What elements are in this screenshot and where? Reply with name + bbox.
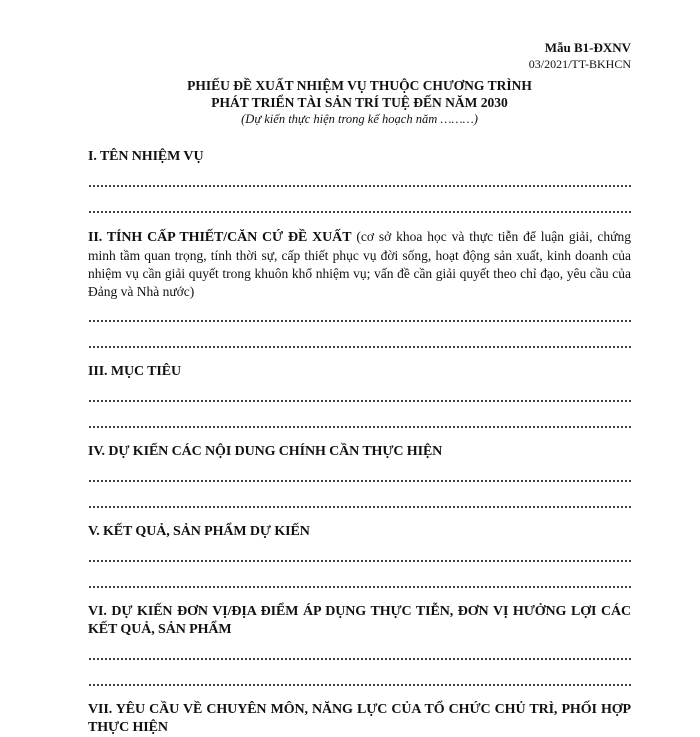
fill-line[interactable] [88,184,631,188]
section-title: VII. YÊU CẦU VỀ CHUYÊN MÔN, NĂNG LỰC CỦA TỔ CHỨC CHỦ TRÌ, PHỐI HỢP THỰC HIỆN [88,702,631,735]
section-paragraph [88,228,631,301]
section-description: (cơ sở khoa học và thực tiễn để luận giải, chứng minh tầm quan trọng, tính thời sự, cấp thiết phục vụ đời sống, hoạt động sản xuất, kinh doanh của nhiệm vụ cần giải quyết trong khuôn khổ nhiệm vụ; vấn đề cần giải quyết theo chỉ đạo, yêu cầu của Đảng và Nhà nước) [88,229,631,299]
fill-line[interactable] [88,683,631,687]
section-task-name [88,148,631,214]
document-subtitle: (Dự kiến thực hiện trong kế hoạch năm ………) [241,112,478,126]
section-title: IV. DỰ KIẾN CÁC NỘI DUNG CHÍNH CẦN THỰC HIỆN [88,444,443,459]
fill-line[interactable] [88,345,631,349]
document-title-line-2: PHÁT TRIỂN TÀI SẢN TRÍ TUỆ ĐẾN NĂM 2030 [211,95,508,110]
section-title: II. TÍNH CẤP THIẾT/CĂN CỨ ĐỀ XUẤT [88,230,352,245]
form-code: Mẫu B1-ĐXNV [544,40,631,55]
section-application-units [88,603,631,687]
fill-line[interactable] [88,585,631,589]
fill-line[interactable] [88,657,631,661]
section-objectives [88,363,631,429]
section-urgency [88,228,631,349]
document-title-line-1: PHIẾU ĐỀ XUẤT NHIỆM VỤ THUỘC CHƯƠNG TRÌNH [187,78,532,93]
form-reference: 03/2021/TT-BKHCN [528,57,631,71]
section-title: V. KẾT QUẢ, SẢN PHẨM DỰ KIẾN [88,524,310,539]
section-title: I. TÊN NHIỆM VỤ [88,149,204,164]
fill-line[interactable] [88,399,631,403]
fill-line[interactable] [88,479,631,483]
section-title: III. MỤC TIÊU [88,364,181,379]
form-page [88,40,631,737]
section-title: VI. DỰ KIẾN ĐƠN VỊ/ĐỊA ĐIỂM ÁP DỤNG THỰC TIỄN, ĐƠN VỊ HƯỞNG LỢI CÁC KẾT QUẢ, SẢN PHẨM [88,604,631,637]
fill-line[interactable] [88,319,631,323]
fill-line[interactable] [88,425,631,429]
fill-line[interactable] [88,559,631,563]
fill-line[interactable] [88,210,631,214]
section-main-contents [88,443,631,509]
section-expected-results [88,523,631,589]
section-requirements [88,701,631,737]
fill-line[interactable] [88,505,631,509]
